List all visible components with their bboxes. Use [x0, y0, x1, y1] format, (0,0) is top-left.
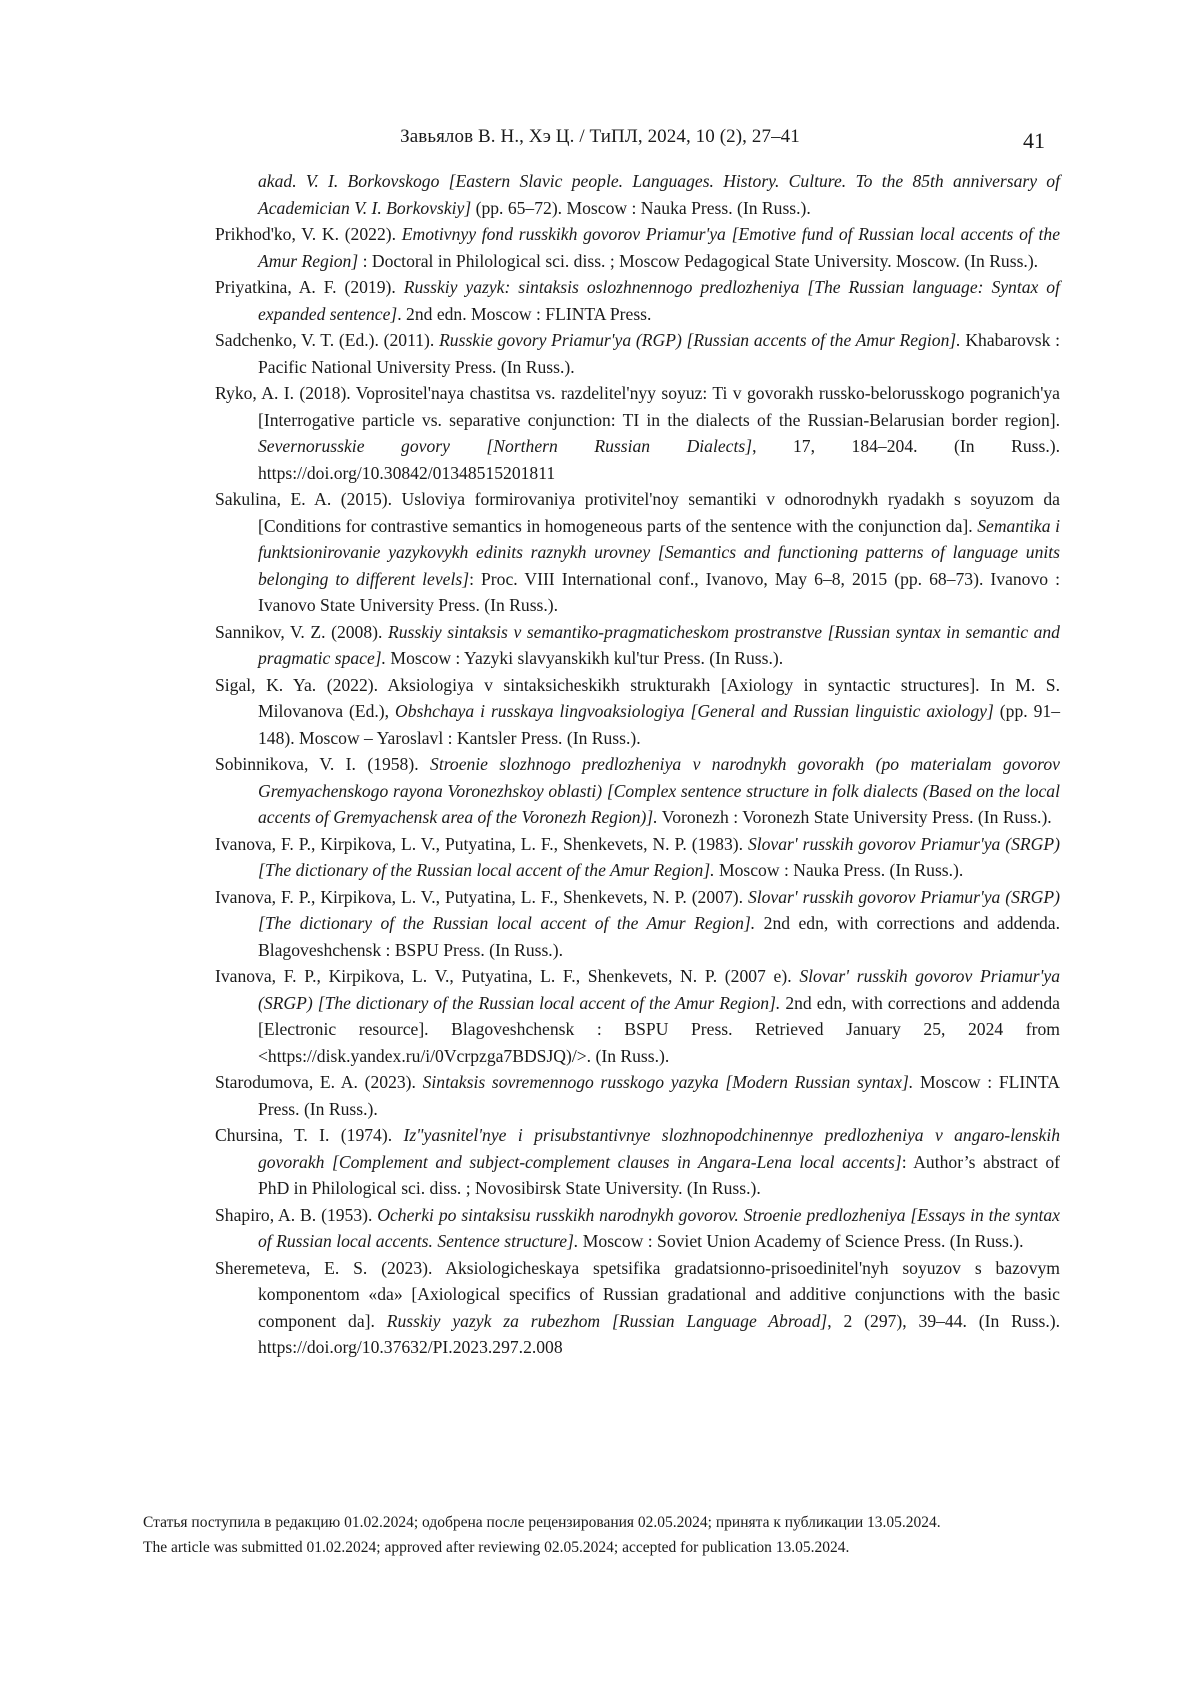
reference-text: Ivanova, F. P., Kirpikova, L. V., Putyatina, L. F., Shenkevets, N. P. (2007).: [215, 886, 748, 907]
reference-text: Sigal, K. Ya. (2022). Aksiologiya v sintaksicheskikh strukturakh [Axiology in syntactic structures]. In M. S. Milovanova (Ed.),: [215, 674, 1060, 721]
reference-entry: [215, 963, 1060, 1069]
reference-entry: [215, 380, 1060, 486]
reference-entry: [215, 274, 1060, 327]
reference-text: Ryko, A. I. (2018). Voprositel'naya chastitsa vs. razdelitel'nyy soyuz: Ti v govorakh russko-belorusskogo pogranich'ya [Interrogative particle vs. separative conjunction: TI in the dialects of the Russian-Belarusian border region].: [215, 383, 1060, 430]
reference-entry: [215, 619, 1060, 672]
reference-text: Moscow : Nauka Press. (In Russ.).: [714, 860, 964, 880]
reference-entry: [215, 1122, 1060, 1202]
reference-entry: [215, 1202, 1060, 1255]
reference-entry: [215, 221, 1060, 274]
reference-title: Russkiy yazyk: sintaksis oslozhnennogo predlozheniya [The Russian language: Syntax of expanded sentence]: [258, 277, 1060, 324]
reference-title: Slovar' russkih govorov Priamur'ya (SRGP) [The dictionary of the Russian local accent of the Amur Region].: [258, 833, 1060, 880]
reference-text: Prikhod'ko, V. K. (2022).: [215, 224, 402, 244]
page-number: 41: [1023, 128, 1045, 153]
reference-text: : Author’s abstract of PhD in Philological sci. diss. ; Novosibirsk State University. (In Russ.).: [258, 1151, 1060, 1198]
reference-text: Moscow : Soviet Union Academy of Science Press. (In Russ.).: [578, 1231, 1024, 1251]
reference-text: Sadchenko, V. T. (Ed.). (2011).: [215, 330, 440, 350]
reference-text: , 17, 184–204. (In Russ.). https://doi.org/10.30842/01348515201811: [258, 436, 1060, 483]
reference-text: Starodumova, E. A. (2023).: [215, 1072, 423, 1092]
running-header: Завьялов В. Н., Хэ Ц. / ТиПЛ, 2024, 10 (2), 27–41: [400, 126, 800, 147]
reference-text: Sobinnikova, V. I. (1958).: [215, 754, 431, 774]
reference-text: (pp. 91–148). Moscow – Yaroslavl : Kantsler Press. (In Russ.).: [258, 701, 1060, 748]
reference-title: Russkie govory Priamur'ya (RGP) [Russian accents of the Amur Region].: [439, 330, 961, 350]
reference-text: . 2nd edn. Moscow : FLINTA Press.: [397, 303, 652, 324]
reference-title: Slovar' russkih govorov Priamur'ya (SRGP) [The dictionary of the Russian local accent of the Amur Region].: [258, 966, 1060, 1013]
reference-entry: [215, 1255, 1060, 1361]
reference-entry: [215, 168, 1060, 221]
reference-title: Russkiy sintaksis v semantiko-pragmaticheskom prostranstve [Russian syntax in semantic and pragmatic space].: [258, 621, 1060, 668]
reference-text: Voronezh : Voronezh State University Press. (In Russ.).: [657, 807, 1052, 827]
reference-entry: [215, 831, 1060, 884]
article-dates-footer: [143, 1510, 1123, 1560]
reference-title: Severnorusskie govory [Northern Russian Dialects]: [258, 436, 753, 456]
reference-title: Stroenie slozhnogo predlozheniya v narodnykh govorakh (po materialam govorov Gremyachenskogo rayona Voronezhskoy oblasti) [Complex sentence structure in folk dialects (Based on the local accents of Gremyachensk area of the Voronezh Region)].: [258, 754, 1060, 827]
reference-title: Russkiy yazyk za rubezhom [Russian Language Abroad]: [386, 1310, 828, 1331]
reference-text: 2nd edn, with corrections and addenda. Blagoveshchensk : BSPU Press. (In Russ.).: [258, 913, 1060, 960]
reference-entry: [215, 486, 1060, 619]
reference-text: Sannikov, V. Z. (2008).: [215, 621, 388, 642]
reference-entry: [215, 884, 1060, 964]
reference-entry: [215, 1069, 1060, 1122]
reference-title: akad. V. I. Borkovskogo [Eastern Slavic people. Languages. History. Culture. To the 85th anniversary of Academician V. I. Borkovskiy]: [258, 171, 1060, 218]
reference-title: Ocherki po sintaksisu russkikh narodnykh govorov. Stroenie predlozheniya [Essays in the syntax of Russian local accents. Sentence structure].: [258, 1204, 1060, 1251]
reference-title: Emotivnyy fond russkikh govorov Priamur'ya [Emotive fund of Russian local accents of the Amur Region]: [258, 224, 1061, 271]
reference-text: Sakulina, E. A. (2015). Usloviya formirovaniya protivitel'noy semantiki v odnorodnykh ryadakh s soyuzom da [Conditions for contrastive semantics in homogeneous parts of the sentence with the conjunction da].: [215, 489, 1060, 536]
reference-title: Iz"yasnitel'nye i prisubstantivnye slozhnopodchinennye predlozheniya v angaro-lenskih govorakh [Complement and subject-complement clauses in Angara-Lena local accents]: [258, 1125, 1061, 1172]
reference-title: Semantika i funktsionirovanie yazykovykh edinits raznykh urovney [Semantics and functioning patterns of language units belonging to different levels]: [258, 515, 1060, 589]
reference-text: : Doctoral in Philological sci. diss. ; Moscow Pedagogical State University. Moscow. (In Russ.).: [358, 250, 1039, 271]
reference-text: Moscow : Yazyki slavyanskikh kul'tur Press. (In Russ.).: [386, 648, 784, 668]
reference-entry: [215, 327, 1060, 380]
reference-text: Priyatkina, A. F. (2019).: [215, 277, 404, 297]
reference-text: Chursina, T. I. (1974).: [215, 1125, 404, 1145]
reference-text: Shapiro, A. B. (1953).: [215, 1204, 378, 1225]
reference-text: Moscow : FLINTA Press. (In Russ.).: [258, 1072, 1060, 1119]
article-dates-en: The article was submitted 01.02.2024; approved after reviewing 02.05.2024; accepted for publication 13.05.2024.: [143, 1539, 850, 1556]
reference-title: Sintaksis sovremennogo russkogo yazyka [Modern Russian syntax].: [422, 1072, 914, 1092]
reference-entry: [215, 751, 1060, 831]
reference-text: 2nd edn, with corrections and addenda [Electronic resource]. Blagoveshchensk : BSPU Press. Retrieved January 25, 2024 from <https://disk.yandex.ru/i/0Vcrpzga7BDSJQ)/>. (In Russ.).: [258, 992, 1060, 1066]
reference-text: , 2 (297), 39–44. (In Russ.). https://doi.org/10.37632/PI.2023.297.2.008: [258, 1310, 1060, 1357]
reference-entry: [215, 672, 1060, 752]
reference-text: Sheremeteva, E. S. (2023). Aksiologicheskaya spetsifika gradatsionno-prisoedinitel'nyh soyuzov s bazovym komponentom «da» [Axiological specifics of Russian gradational and additive conjunctions with the basic component da].: [215, 1257, 1060, 1331]
reference-list: [215, 168, 1060, 1361]
reference-title: Slovar' russkih govorov Priamur'ya (SRGP) [The dictionary of the Russian local accent of the Amur Region].: [258, 886, 1060, 933]
article-dates-ru: Статья поступила в редакцию 01.02.2024; одобрена после рецензирования 02.05.2024; принята к публикации 13.05.2024.: [143, 1514, 941, 1531]
reference-text: Khabarovsk : Pacific National University Press. (In Russ.).: [258, 330, 1060, 377]
reference-text: Ivanova, F. P., Kirpikova, L. V., Putyatina, L. F., Shenkevets, N. P. (2007 e).: [215, 966, 800, 986]
reference-text: (pp. 65–72). Moscow : Nauka Press. (In Russ.).: [471, 197, 811, 218]
reference-title: Obshchaya i russkaya lingvoaksiologiya [General and Russian linguistic axiology]: [395, 701, 994, 721]
reference-text: Ivanova, F. P., Kirpikova, L. V., Putyatina, L. F., Shenkevets, N. P. (1983).: [215, 833, 748, 854]
reference-text: : Proc. VIII International conf., Ivanovo, May 6–8, 2015 (pp. 68–73). Ivanovo : Ivanovo State University Press. (In Russ.).: [258, 568, 1060, 615]
